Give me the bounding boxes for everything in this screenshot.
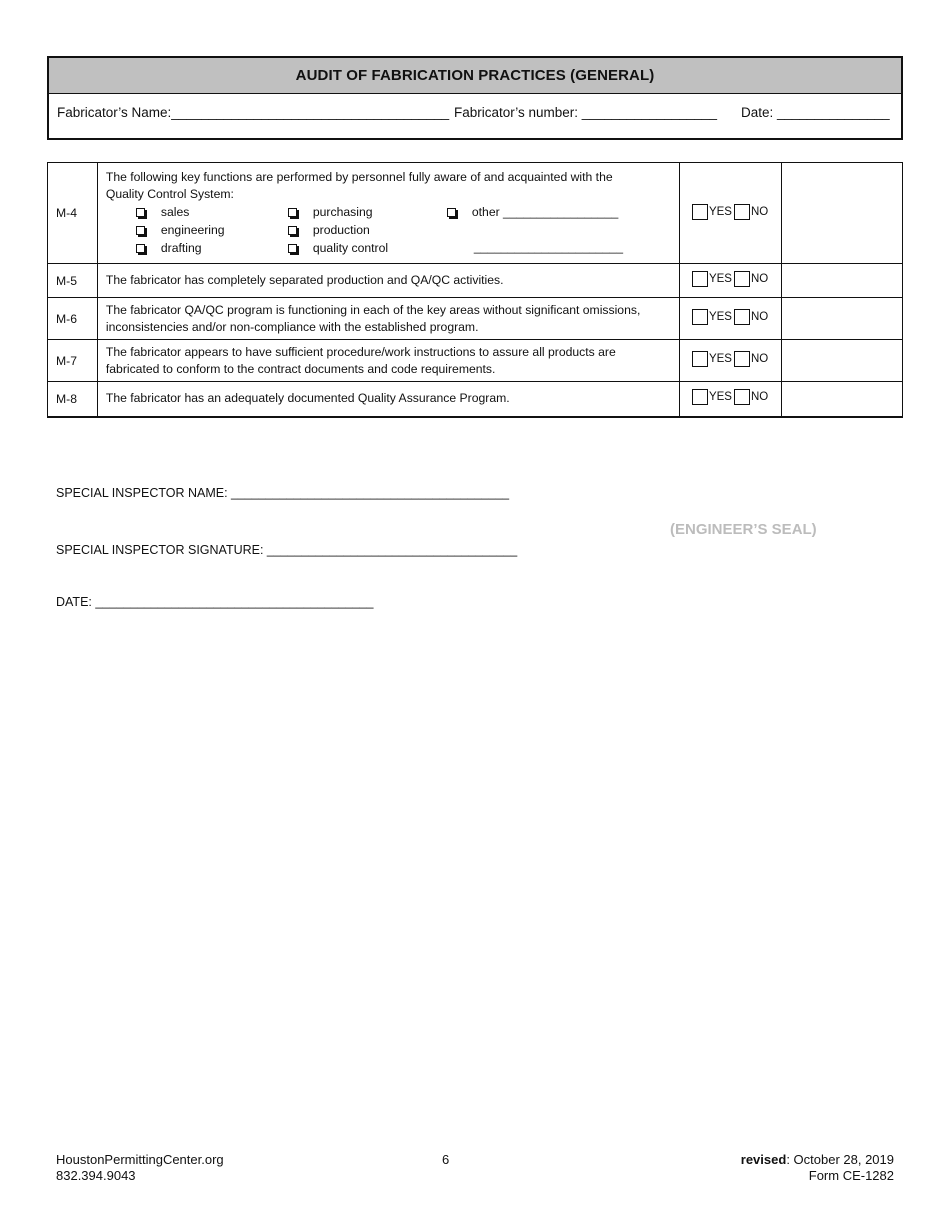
row-text-line: The following key functions are performed by personnel fully aware of and acquainted with the (105, 170, 613, 184)
row-code: M-7 (48, 340, 98, 382)
no-label: NO (750, 205, 769, 218)
form-title: AUDIT OF FABRICATION PRACTICES (GENERAL) (49, 58, 901, 94)
notes-cell[interactable] (781, 340, 902, 382)
yes-no-cell (679, 298, 781, 340)
yes-checkbox[interactable] (692, 204, 708, 220)
page-number: 6 (442, 1152, 450, 1167)
function-engineering[interactable] (136, 222, 225, 239)
function-purchasing[interactable] (288, 204, 373, 221)
fabricator-name-field[interactable]: Fabricator’s Name:_____________________________________ (57, 105, 450, 120)
no-checkbox[interactable] (734, 351, 750, 367)
yes-no-cell (679, 382, 781, 417)
form-number: Form CE-1282 (808, 1168, 894, 1183)
no-label: NO (750, 273, 769, 285)
yes-checkbox[interactable] (692, 351, 708, 367)
no-checkbox[interactable] (734, 204, 750, 220)
header-date-field[interactable]: Date: _______________ (741, 105, 890, 120)
footer-right (741, 1152, 894, 1184)
yes-checkbox[interactable] (692, 389, 708, 405)
function-label: drafting (160, 241, 202, 255)
yes-no-cell (679, 163, 781, 264)
function-quality-control[interactable] (288, 240, 388, 257)
yes-label: YES (708, 273, 732, 285)
footer-left (56, 1152, 224, 1184)
checkbox-icon[interactable] (288, 244, 297, 253)
notes-cell[interactable] (781, 298, 902, 340)
fabricator-number-field[interactable]: Fabricator’s number: __________________ (454, 105, 717, 120)
yes-label: YES (708, 353, 732, 365)
function-label: sales (160, 205, 190, 219)
yes-label: YES (708, 391, 732, 404)
no-checkbox[interactable] (734, 309, 750, 325)
row-code: M-8 (48, 382, 98, 417)
yes-no-cell (679, 264, 781, 298)
revised-date (741, 1152, 894, 1168)
audit-table (47, 162, 903, 418)
other-blank-line[interactable]: ______________________ (473, 240, 623, 254)
function-sales[interactable] (136, 204, 189, 221)
footer-phone: 832.394.9043 (56, 1168, 136, 1183)
checkbox-icon[interactable] (447, 208, 456, 217)
form-header (47, 56, 903, 140)
function-label: production (312, 223, 370, 237)
checkbox-icon[interactable] (288, 208, 297, 217)
inspector-signature-field[interactable]: SPECIAL INSPECTOR SIGNATURE: ____________________________________ (56, 543, 518, 557)
signature-date-field[interactable]: DATE: ________________________________________ (56, 595, 374, 609)
revised-value: : October 28, 2019 (786, 1152, 894, 1167)
no-label: NO (750, 353, 769, 365)
no-label: NO (750, 311, 769, 323)
revised-label: revised (740, 1152, 787, 1167)
function-drafting[interactable] (136, 240, 202, 257)
function-production[interactable] (288, 222, 370, 239)
notes-cell[interactable] (781, 382, 902, 417)
checkbox-icon[interactable] (136, 226, 145, 235)
yes-no-cell (679, 340, 781, 382)
footer-website: HoustonPermittingCenter.org (56, 1152, 224, 1167)
yes-label: YES (708, 311, 732, 323)
table-row (48, 382, 903, 417)
yes-checkbox[interactable] (692, 271, 708, 287)
row-description: The fabricator appears to have sufficient procedure/work instructions to assure all products are fabricated to conform to the contract documents and code requirements. (97, 340, 679, 382)
checkbox-icon[interactable] (288, 226, 297, 235)
checkbox-icon[interactable] (136, 208, 145, 217)
engineer-seal-placeholder: (ENGINEER’S SEAL) (670, 521, 817, 538)
function-label: purchasing (312, 205, 373, 219)
function-label: engineering (160, 223, 225, 237)
table-row (48, 298, 903, 340)
row-code: M-5 (48, 264, 98, 298)
no-checkbox[interactable] (734, 389, 750, 405)
row-description: The fabricator has an adequately documented Quality Assurance Program. (97, 382, 679, 417)
yes-checkbox[interactable] (692, 309, 708, 325)
row-description (97, 163, 679, 264)
row-code: M-4 (48, 163, 98, 264)
table-row (48, 163, 903, 264)
no-checkbox[interactable] (734, 271, 750, 287)
notes-cell[interactable] (781, 163, 902, 264)
function-label: quality control (312, 241, 389, 255)
header-fields (49, 94, 901, 134)
table-row (48, 264, 903, 298)
row-description: The fabricator has completely separated production and QA/QC activities. (97, 264, 679, 298)
table-row (48, 340, 903, 382)
no-label: NO (750, 391, 769, 404)
inspector-name-field[interactable]: SPECIAL INSPECTOR NAME: ________________________________________ (56, 486, 510, 500)
notes-cell[interactable] (781, 264, 902, 298)
yes-label: YES (708, 205, 732, 218)
row-text-line: Quality Control System: (105, 187, 234, 201)
row-description: The fabricator QA/QC program is functioning in each of the key areas without significant omissions, inconsistencies and/or non-compliance with the established program. (97, 298, 679, 340)
checkbox-icon[interactable] (136, 244, 145, 253)
key-functions-list (106, 203, 671, 257)
row-code: M-6 (48, 298, 98, 340)
function-other[interactable] (447, 204, 618, 221)
function-label: other _________________ (471, 205, 619, 219)
